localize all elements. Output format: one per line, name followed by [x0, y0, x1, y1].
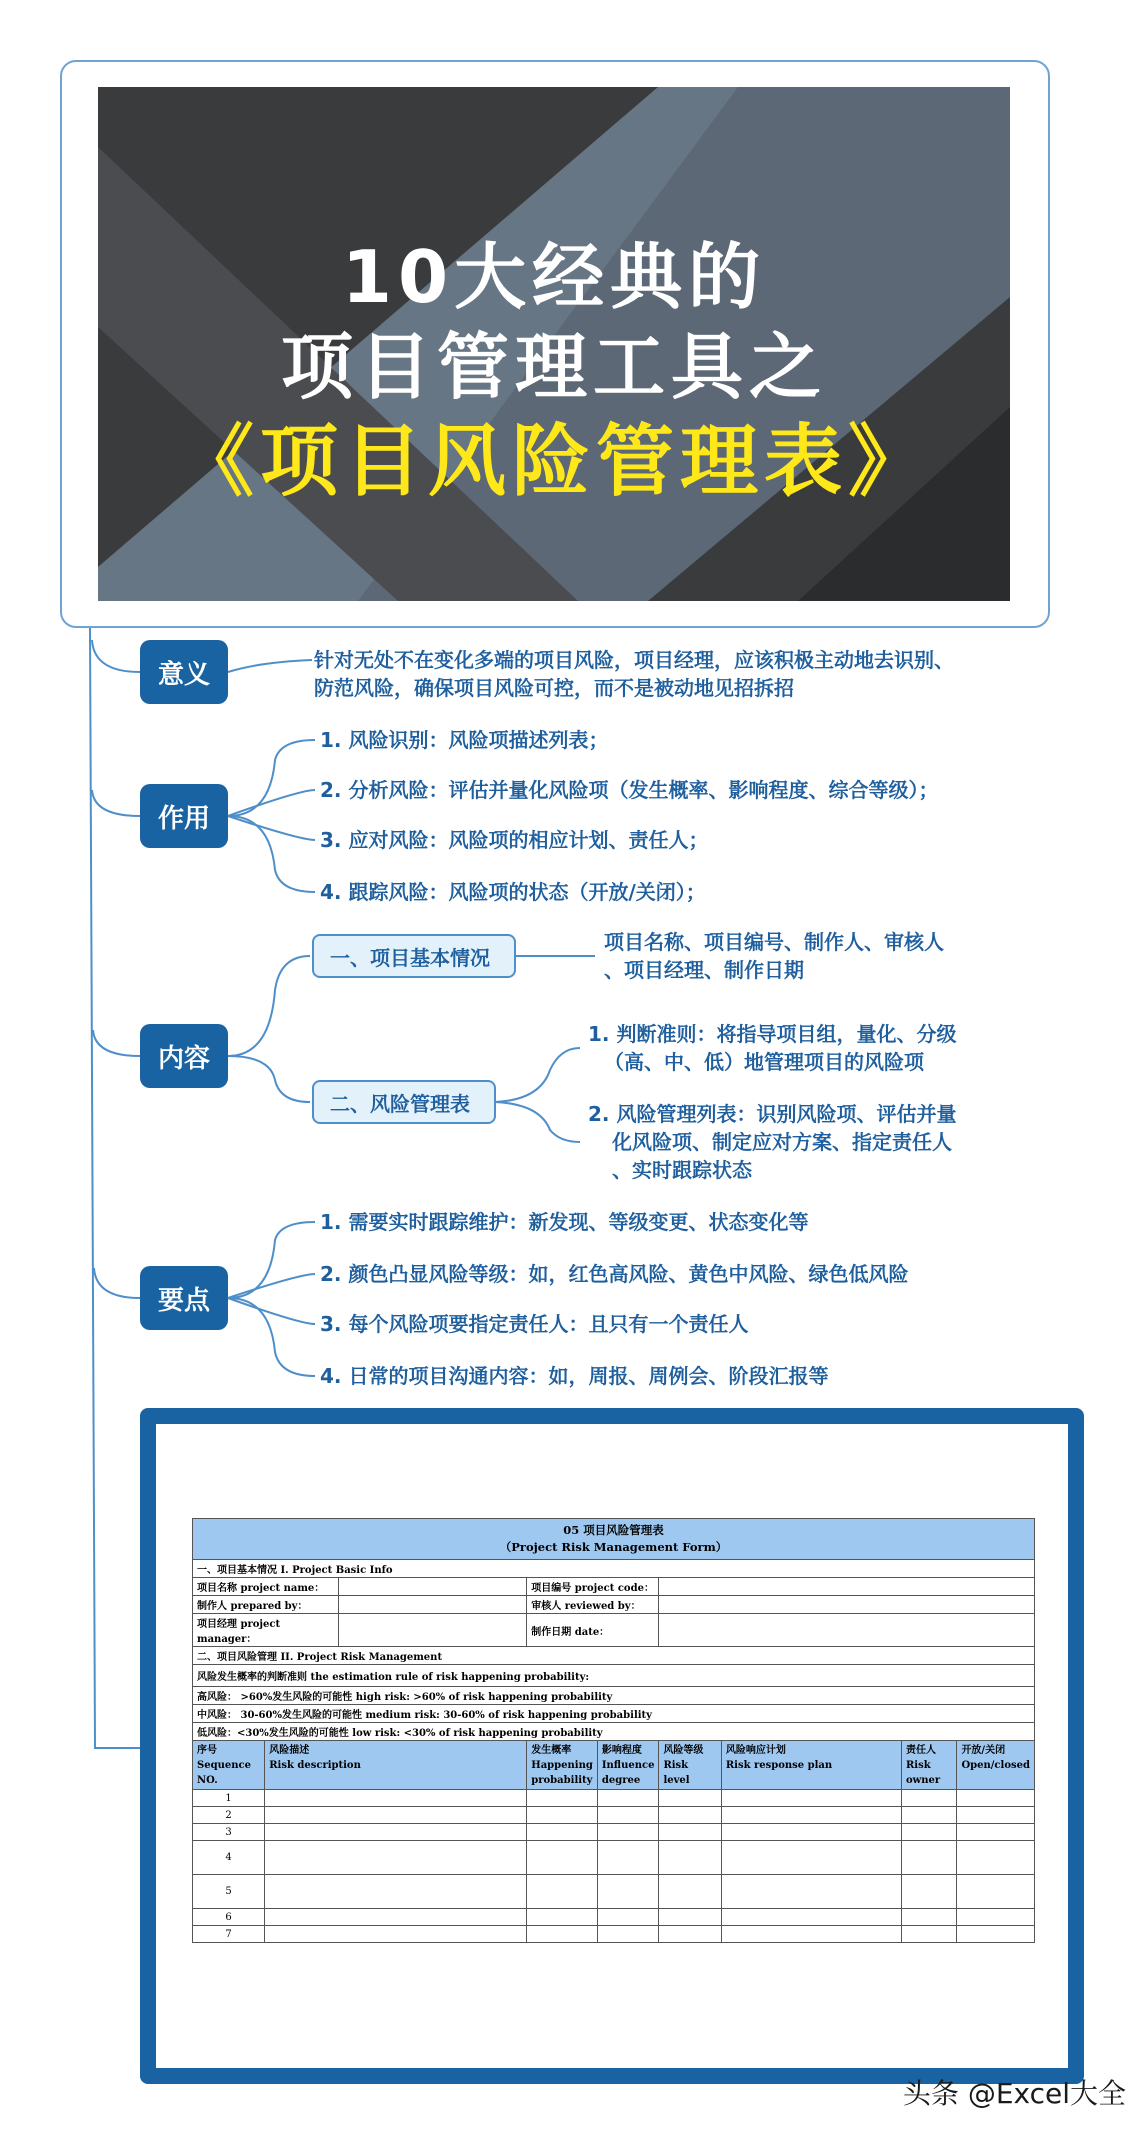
neirong-sub-basic-info: 一、项目基本情况: [312, 934, 516, 978]
yiyi-text-line2: 防范风险，确保项目风险可控，而不是被动地见招拆招: [314, 676, 794, 700]
form-project-manager-value: [339, 1614, 527, 1647]
col-risk-response-plan: 风险响应计划 Risk response plan: [721, 1741, 901, 1790]
zuoyong-item-2: 2. 分析风险：评估并量化风险项（发生概率、影响程度、综合等级）；: [320, 778, 939, 802]
form-rule-low: 低风险：<30%发生风险的可能性 low risk: <30% of risk happening probability: [193, 1723, 1035, 1741]
zuoyong-item-4: 4. 跟踪风险：风险项的状态（开放/关闭）；: [320, 880, 706, 904]
form-project-manager-label: 项目经理 project manager：: [193, 1614, 339, 1647]
table-row: 1: [193, 1790, 1035, 1807]
table-row: 4: [193, 1841, 1035, 1875]
node-yiyi: 意义: [140, 640, 228, 704]
col-open-closed: 开放/关闭 Open/closed: [957, 1741, 1035, 1790]
form-section-risk: 二、项目风险管理 II. Project Risk Management: [193, 1647, 1035, 1665]
form-prepared-by-value: [339, 1596, 527, 1614]
form-project-name-label: 项目名称 project name：: [193, 1578, 339, 1596]
form-project-code-label: 项目编号 project code：: [527, 1578, 659, 1596]
form-reviewed-by-value: [659, 1596, 1035, 1614]
form-reviewed-by-label: 审核人 reviewed by：: [527, 1596, 659, 1614]
yaodian-item-4: 4. 日常的项目沟通内容：如，周报、周例会、阶段汇报等: [320, 1364, 829, 1388]
yaodian-item-2: 2. 颜色凸显风险等级：如，红色高风险、黄色中风险、绿色低风险: [320, 1262, 909, 1286]
neirong-sub1-text-line1: 项目名称、项目编号、制作人、审核人: [604, 930, 944, 954]
risk-management-form: [192, 1518, 1035, 1943]
neirong-sub2-item2-line3: 、实时跟踪状态: [612, 1158, 752, 1182]
form-date-label: 制作日期 date：: [527, 1614, 659, 1647]
yiyi-text-line1: 针对无处不在变化多端的项目风险，项目经理，应该积极主动地去识别、: [314, 648, 954, 672]
form-section-basic: 一、项目基本情况 I. Project Basic Info: [193, 1560, 1035, 1578]
form-title-cn: 05 项目风险管理表: [563, 1523, 664, 1537]
neirong-sub2-item1-line1: 1. 判断准则：将指导项目组，量化、分级: [588, 1022, 957, 1046]
banner-title-line2: 项目管理工具之: [280, 325, 827, 409]
form-project-name-value: [339, 1578, 527, 1596]
form-rule: 风险发生概率的判断准则 the estimation rule of risk happening probability:: [193, 1665, 1035, 1687]
col-happening-probability: 发生概率 Happening probability: [527, 1741, 598, 1790]
node-neirong: 内容: [140, 1024, 228, 1088]
table-row: 2: [193, 1807, 1035, 1824]
col-influence-degree: 影响程度 Influence degree: [597, 1741, 659, 1790]
col-risk-description: 风险描述 Risk description: [265, 1741, 527, 1790]
form-rule-medium: 中风险： 30-60%发生风险的可能性 medium risk: 30-60% of risk happening probability: [193, 1705, 1035, 1723]
zuoyong-item-1: 1. 风险识别：风险项描述列表；: [320, 728, 609, 752]
watermark: 头条 @Excel大全: [902, 2077, 1126, 2110]
yaodian-item-1: 1. 需要实时跟踪维护：新发现、等级变更、状态变化等: [320, 1210, 809, 1234]
col-risk-level: 风险等级 Risk level: [659, 1741, 721, 1790]
neirong-sub2-item2-line1: 2. 风险管理列表：识别风险项、评估并量: [588, 1102, 957, 1126]
table-row: 5: [193, 1875, 1035, 1909]
form-title-en: （Project Risk Management Form）: [499, 1540, 728, 1554]
neirong-sub-risk-table: 二、风险管理表: [312, 1080, 496, 1124]
table-row: 6: [193, 1909, 1035, 1926]
neirong-sub2-item1-line2: （高、中、低）地管理项目的风险项: [604, 1050, 924, 1074]
banner-title-line1: 10大经典的: [341, 235, 767, 319]
node-zuoyong: 作用: [140, 784, 228, 848]
form-project-code-value: [659, 1578, 1035, 1596]
yaodian-item-3: 3. 每个风险项要指定责任人：且只有一个责任人: [320, 1312, 749, 1336]
form-prepared-by-label: 制作人 prepared by：: [193, 1596, 339, 1614]
col-risk-owner: 责任人 Risk owner: [901, 1741, 956, 1790]
neirong-sub1-text-line2: 、项目经理、制作日期: [604, 958, 804, 982]
form-rule-high: 高风险： >60%发生风险的可能性 high risk: >60% of risk happening probability: [193, 1687, 1035, 1705]
zuoyong-item-3: 3. 应对风险：风险项的相应计划、责任人；: [320, 828, 709, 852]
form-date-value: [659, 1614, 1035, 1647]
form-title: [193, 1519, 1035, 1560]
col-sequence: 序号 Sequence NO.: [193, 1741, 265, 1790]
banner-title-line3: 《项目风险管理表》: [175, 417, 932, 507]
table-row: 7: [193, 1926, 1035, 1943]
neirong-sub2-item2-line2: 化风险项、制定应对方案、指定责任人: [612, 1130, 952, 1154]
table-row: 3: [193, 1824, 1035, 1841]
node-yaodian: 要点: [140, 1266, 228, 1330]
